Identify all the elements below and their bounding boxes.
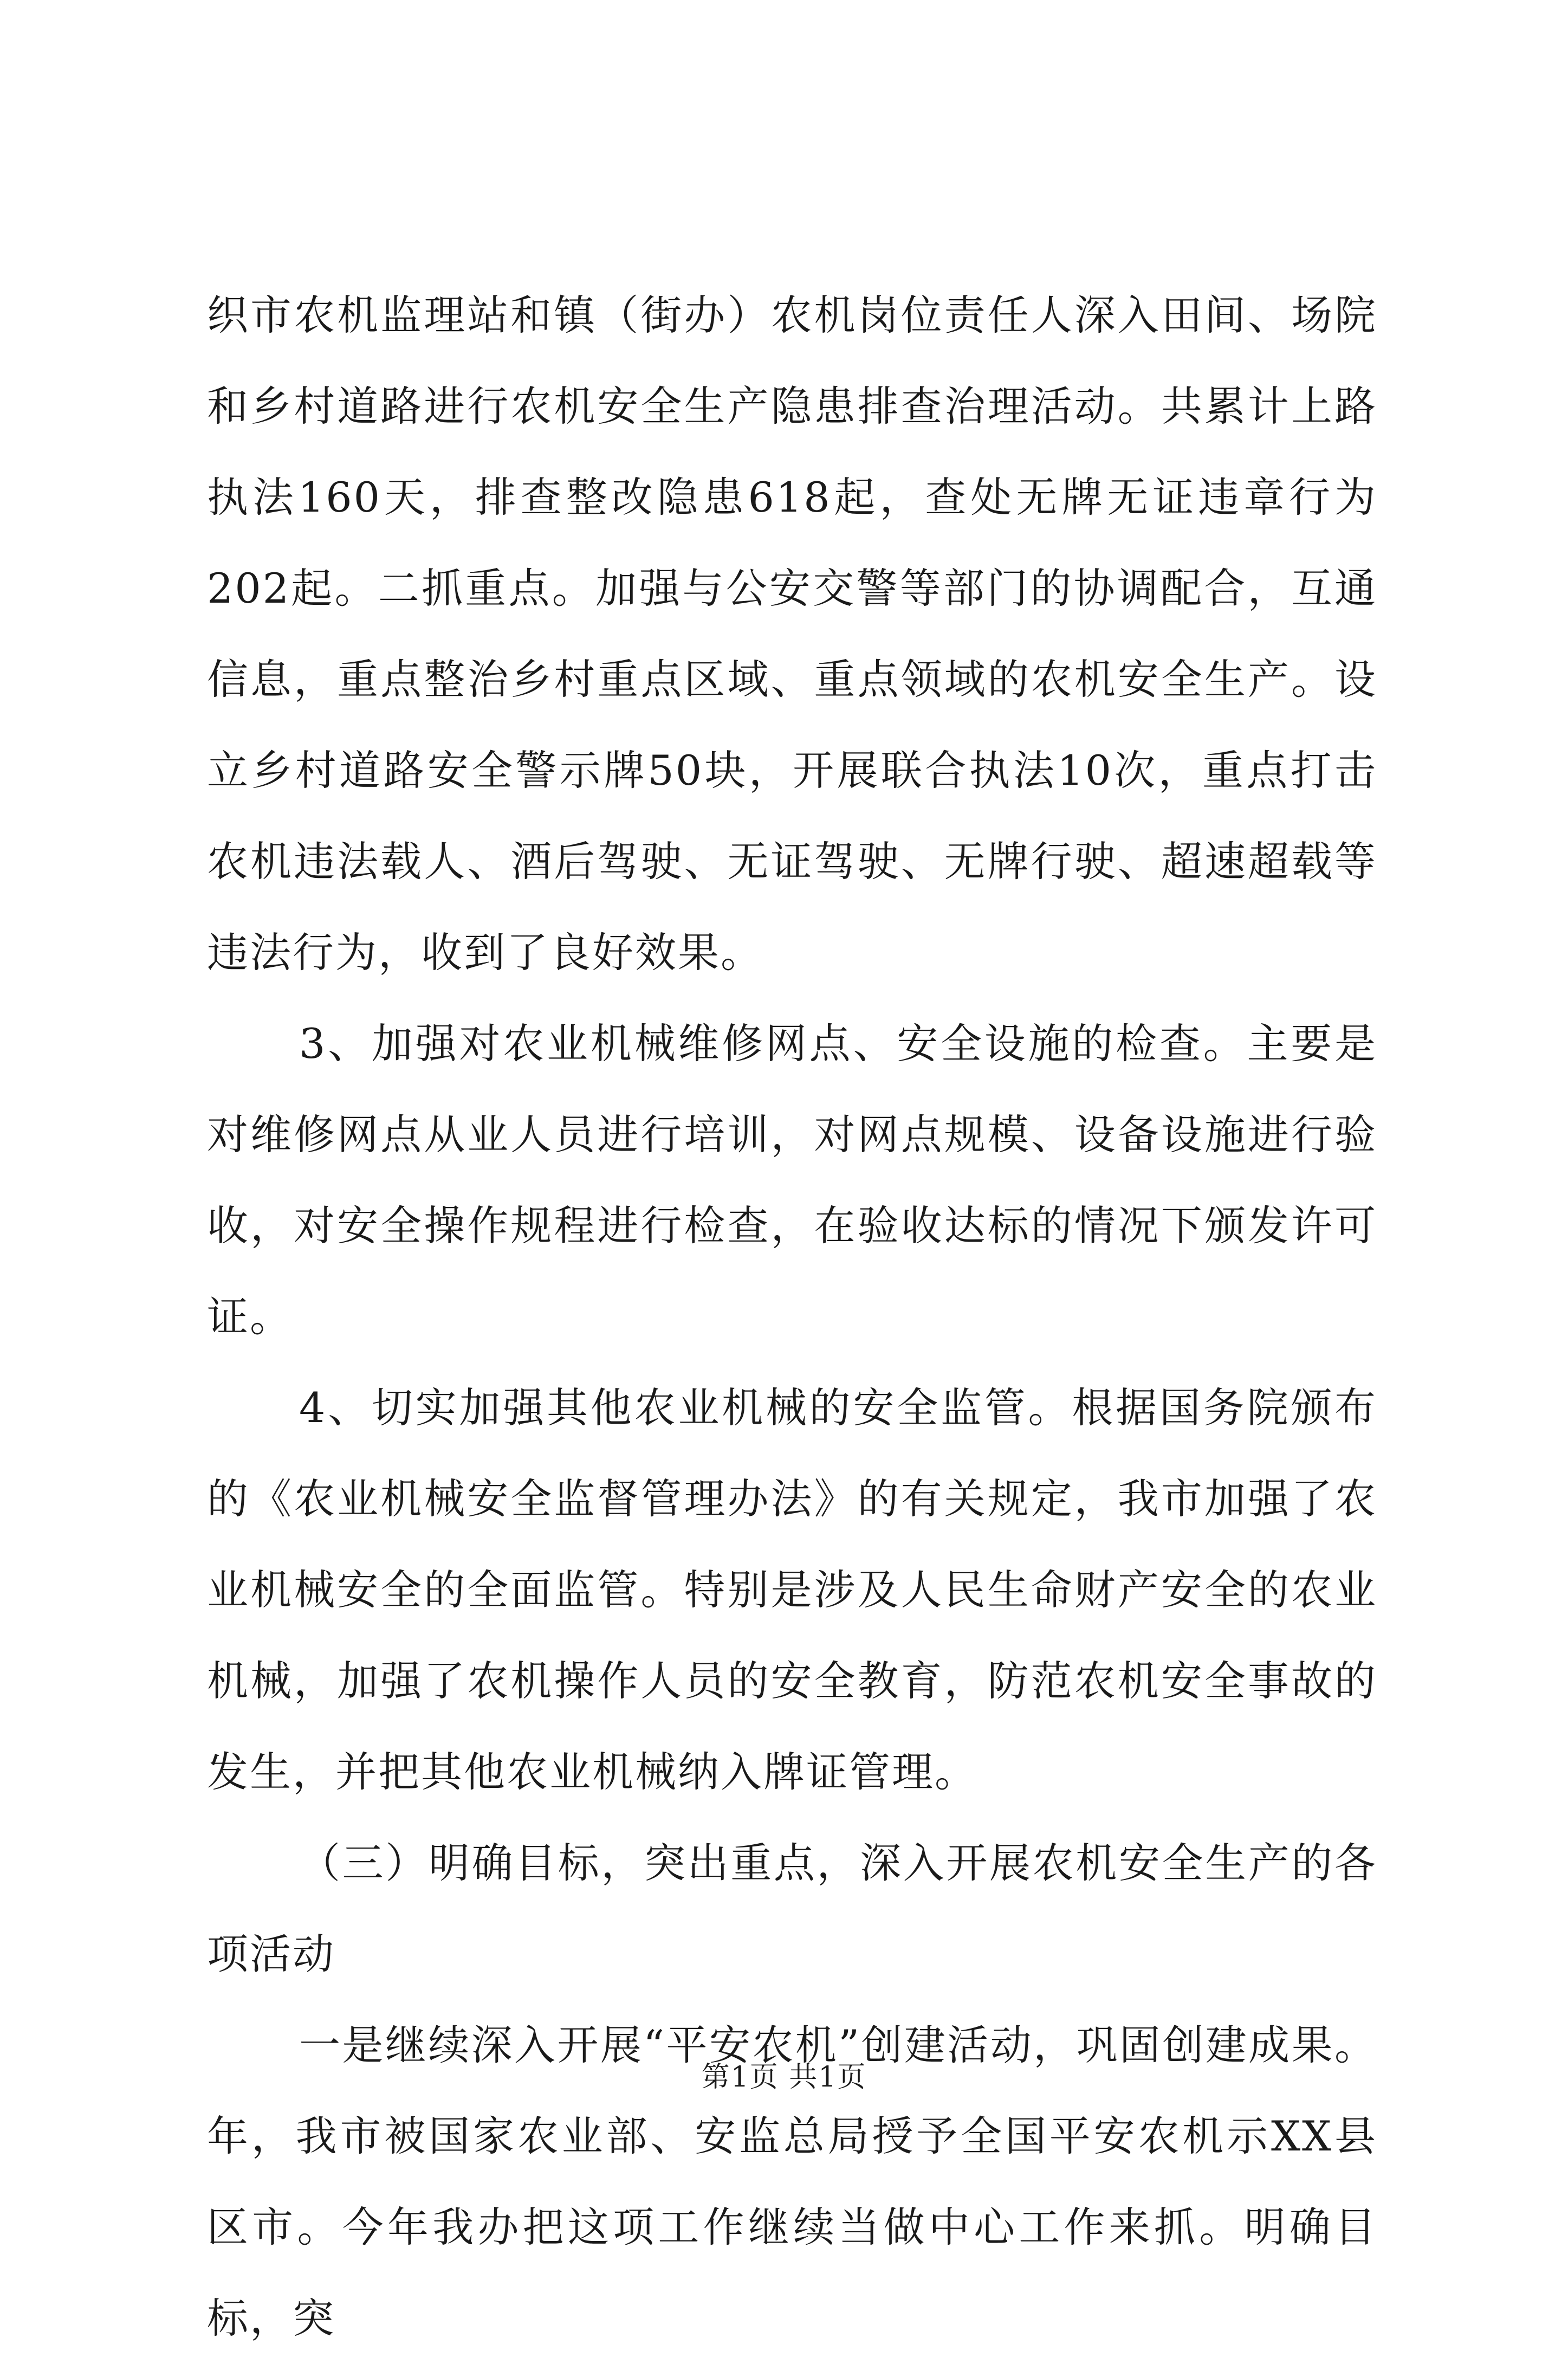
paragraph-continuation: 织市农机监理站和镇（街办）农机岗位责任人深入田间、场院和乡村道路进行农机安全生产隐患排查治理活动。共累计上路执法160天，排查整改隐患618起，查处无牌无证违章行为202起。二抓重点。加强与公安交警等部门的协调配合，互通信息，重点整治乡村重点区域、重点领域的农机安全生产。设立乡村道路安全警示牌50块，开展联合执法10次，重点打击农机违法载人、酒后驾驶、无证驾驶、无牌行驶、超速超载等违法行为，收到了良好效果。 bbox=[207, 291, 1377, 977]
paragraph-point-1: 一是继续深入开展“平安农机”创建活动，巩固创建成果。年，我市被国家农业部、安监总局授予全国平安农机示XX县区市。今年我办把这项工作继续当做中心工作来抓。明确目标，突 bbox=[207, 2021, 1377, 2342]
page-footer: 第1页 共1页 bbox=[701, 2061, 867, 2094]
section-heading-3: （三）明确目标，突出重点，深入开展农机安全生产的各项活动 bbox=[207, 1839, 1377, 1978]
document-body bbox=[207, 270, 1377, 2364]
paragraph-item-3: 3、加强对农业机械维修网点、安全设施的检查。主要是对维修网点从业人员进行培训，对网点规模、设备设施进行验收，对安全操作规程进行检查，在验收达标的情况下颁发许可证。 bbox=[207, 1019, 1377, 1341]
paragraph-item-4: 4、切实加强其他农业机械的安全监管。根据国务院颁布的《农业机械安全监督管理办法》的有关规定，我市加强了农业机械安全的全面监管。特别是涉及人民生命财产安全的农业机械，加强了农机操作人员的安全教育，防范农机安全事故的发生，并把其他农业机械纳入牌证管理。 bbox=[207, 1384, 1377, 1796]
